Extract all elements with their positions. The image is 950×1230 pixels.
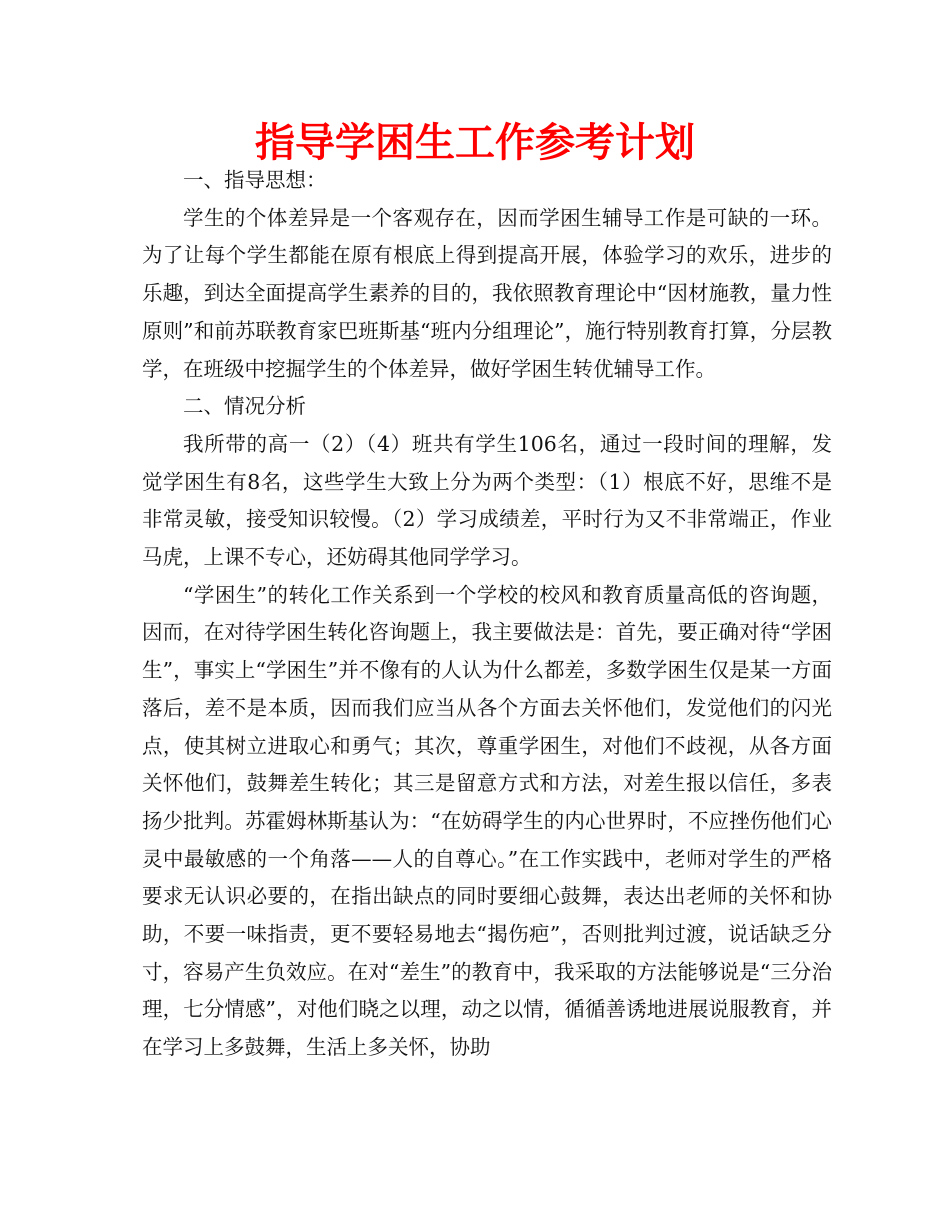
section-heading-guiding-thought: 一、指导思想： — [183, 168, 327, 192]
paragraph-transformation-work: “学困生”的转化工作关系到一个学校的校风和教育质量高低的咨询题，因而，在对待学困生转化咨询题上，我主要做法是：首先，要正确对待“学困生”，事实上“学困生”并不像有的人认为什么都差，多数学困生仅是某一方面落后，差不是本质，因而我们应当从各个方面去关怀他们，发觉他们的闪光点，使其树立进取心和勇气；其次，尊重学困生，对他们不歧视，从各方面关怀他们，鼓舞差生转化；其三是留意方式和方法，对差生报以信任，多表扬少批判。苏霍姆林斯基认为：“在妨碍学生的内心世界时，不应挫伤他们心灵中最敏感的一个角落——人的自尊心。”在工作实践中，老师对学生的严格要求无认识必要的，在指出缺点的同时要细心鼓舞，表达出老师的关怀和协助，不要一味指责，更不要轻易地去“揭伤疤”，否则批判过渡，说话缺乏分寸，容易产生负效应。在对“差生”的教育中，我采取的方法能够说是“三分治理，七分情感”，对他们晓之以理，动之以情，循循善诱地进展说服教育，并在学习上多鼓舞，生活上多关怀，协助 — [142, 582, 832, 1060]
document-title: 指导学困生工作参考计划 — [255, 120, 695, 166]
paragraph-guiding-thought: 学生的个体差异是一个客观存在，因而学困生辅导工作是可缺的一环。为了让每个学生都能在原有根底上得到提高开展，体验学习的欢乐，进步的乐趣，到达全面提高学生素养的目的，我依照教育理论中“因材施教，量力性原则”和前苏联教育家巴班斯基“班内分组理论”，施行特别教育打算，分层教学，在班级中挖掘学生的个体差异，做好学困生转优辅导工作。 — [142, 205, 832, 381]
document-body — [142, 162, 832, 1067]
section-heading-situation-analysis: 二、情况分析 — [183, 394, 306, 419]
paragraph-class-situation: 我所带的高一（2）（4）班共有学生106名，通过一段时间的理解，发觉学困生有8名，这些学生大致上分为两个类型：（1）根底不好，思维不是非常灵敏，接受知识较慢。（2）学习成绩差，平时行为又不非常端正，作业马虎，上课不专心，还妨碍其他同学学习。 — [142, 431, 832, 570]
